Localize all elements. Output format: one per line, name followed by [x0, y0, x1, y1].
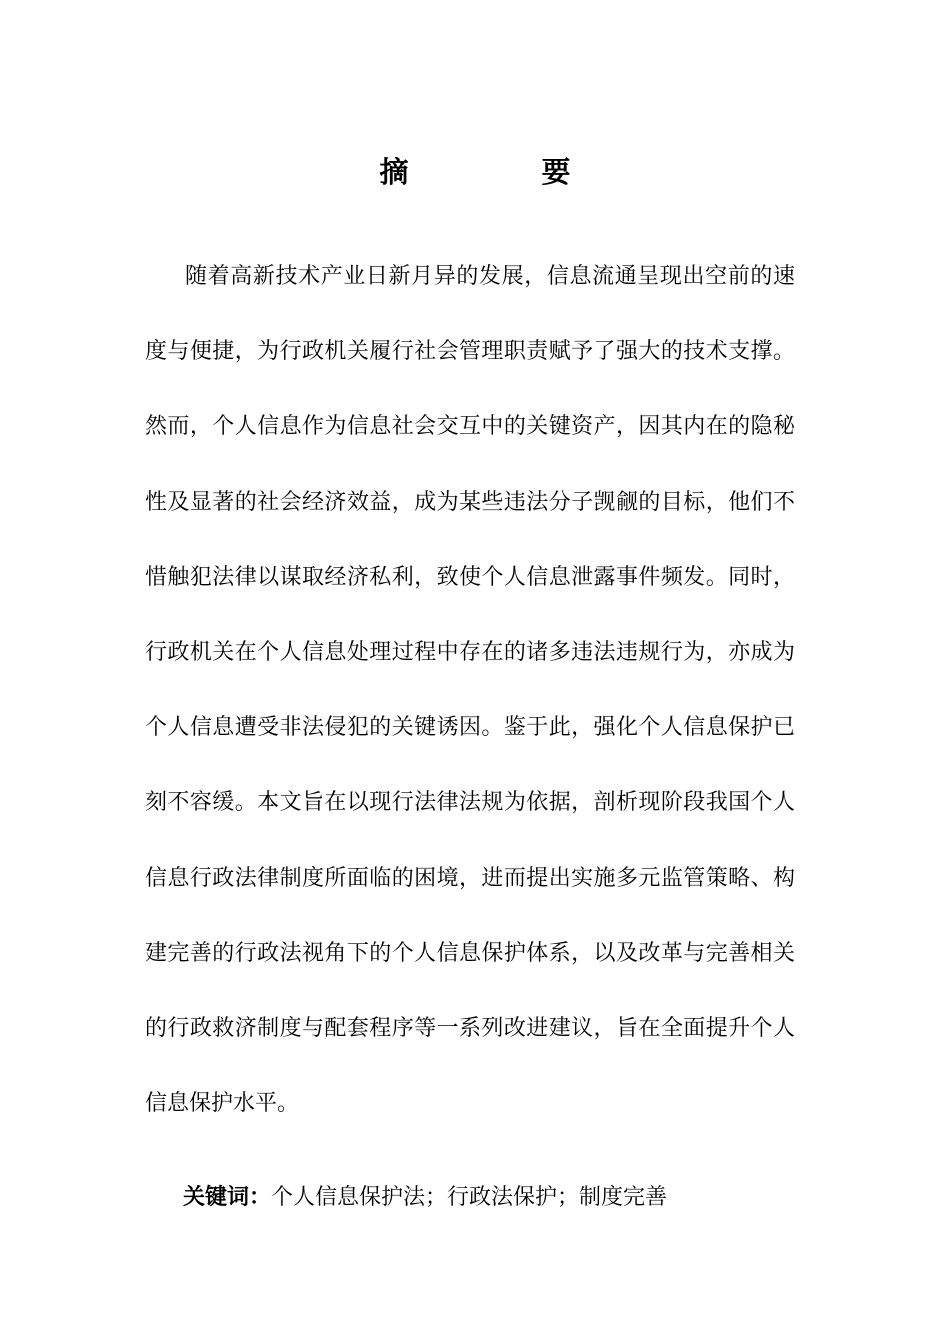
keywords-line — [183, 1176, 803, 1220]
abstract-body: 随着高新技术产业日新月异的发展，信息流通呈现出空前的速度与便捷，为行政机关履行社会管理职责赋予了强大的技术支撑。然而，个人信息作为信息社会交互中的关键资产，因其内在的隐秘性及显著的社会经济效益，成为某些违法分子觊觎的目标，他们不惜触犯法律以谋取经济私利，致使个人信息泄露事件频发。同时，行政机关在个人信息处理过程中存在的诸多违法违规行为，亦成为个人信息遭受非法侵犯的关键诱因。鉴于此，强化个人信息保护已刻不容缓。本文旨在以现行法律法规为依据，剖析现阶段我国个人信息行政法律制度所面临的困境，进而提出实施多元监管策略、构建完善的行政法视角下的个人信息保护体系，以及改革与完善相关的行政救济制度与配套程序等一系列改进建议，旨在全面提升个人信息保护水平。 — [145, 264, 795, 1117]
abstract-title: 摘 要 — [379, 155, 623, 189]
keywords-label: 关键词： — [183, 1185, 272, 1210]
keywords-list: 个人信息保护法；行政法保护；制度完善 — [271, 1185, 668, 1210]
